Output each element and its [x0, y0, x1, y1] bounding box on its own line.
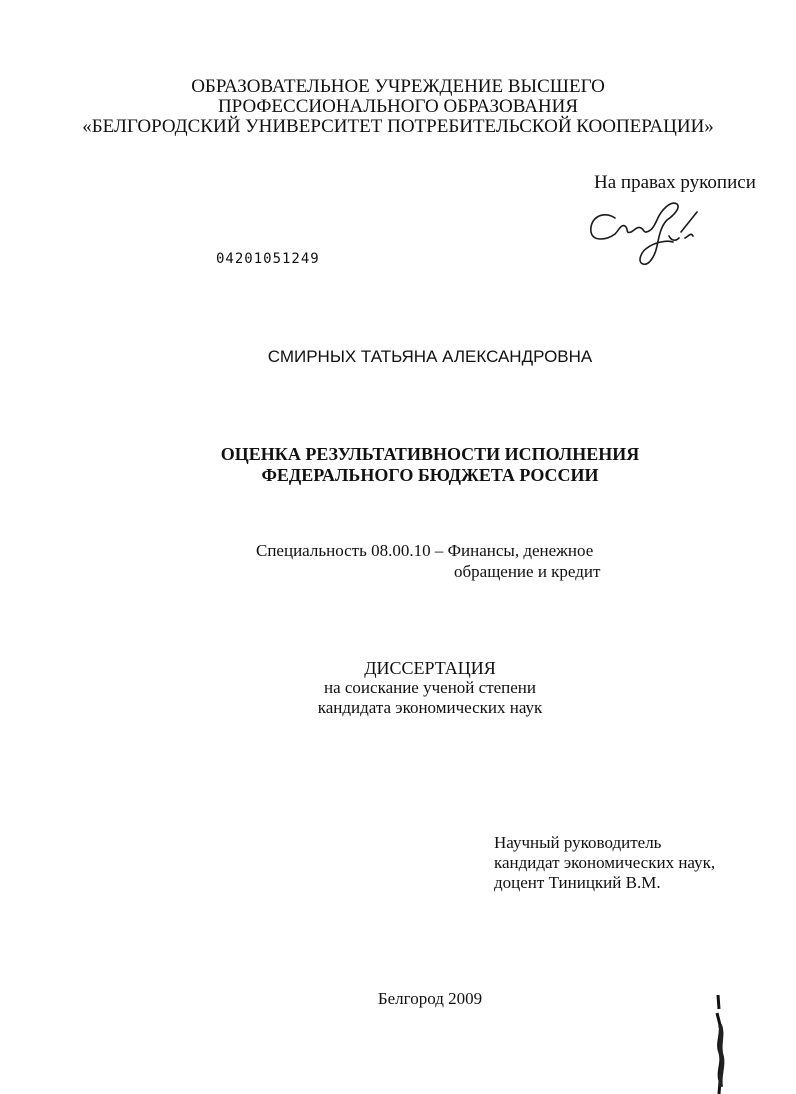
city-year: Белгород 2009	[377, 989, 483, 1008]
author-name: СМИРНЫХ ТАТЬЯНА АЛЕКСАНДРОВНА	[267, 347, 593, 366]
institution-line-1: ОБРАЗОВАТЕЛЬНОЕ УЧРЕЖДЕНИЕ ВЫСШЕГО	[191, 76, 605, 97]
catalog-number: 04201051249	[216, 251, 320, 267]
manuscript-note: На правах рукописи	[594, 172, 756, 193]
degree-type: ДИССЕРТАЦИЯ	[364, 658, 496, 678]
supervisor-degree: кандидат экономических наук,	[494, 853, 716, 872]
supervisor-label: Научный руководитель	[494, 833, 662, 852]
scan-edge-mark	[708, 995, 730, 1094]
institution-line-3: «БЕЛГОРОДСКИЙ УНИВЕРСИТЕТ ПОТРЕБИТЕЛЬСКОЙ КООПЕРАЦИИ»	[82, 116, 714, 137]
degree-line-1: на соискание ученой степени	[323, 678, 537, 697]
specialty-line-2: обращение и кредит	[454, 562, 601, 581]
author-signature	[585, 196, 700, 270]
institution-line-2: ПРОФЕССИОНАЛЬНОГО ОБРАЗОВАНИЯ	[217, 96, 579, 117]
specialty-line-1: Специальность 08.00.10 – Финансы, денежное	[256, 541, 594, 560]
supervisor-name: доцент Тиницкий В.М.	[494, 873, 661, 892]
degree-line-2: кандидата экономических наук	[317, 698, 543, 717]
dissertation-title-line-1: ОЦЕНКА РЕЗУЛЬТАТИВНОСТИ ИСПОЛНЕНИЯ	[220, 444, 640, 464]
dissertation-title-line-2: ФЕДЕРАЛЬНОГО БЮДЖЕТА РОССИИ	[261, 465, 599, 485]
